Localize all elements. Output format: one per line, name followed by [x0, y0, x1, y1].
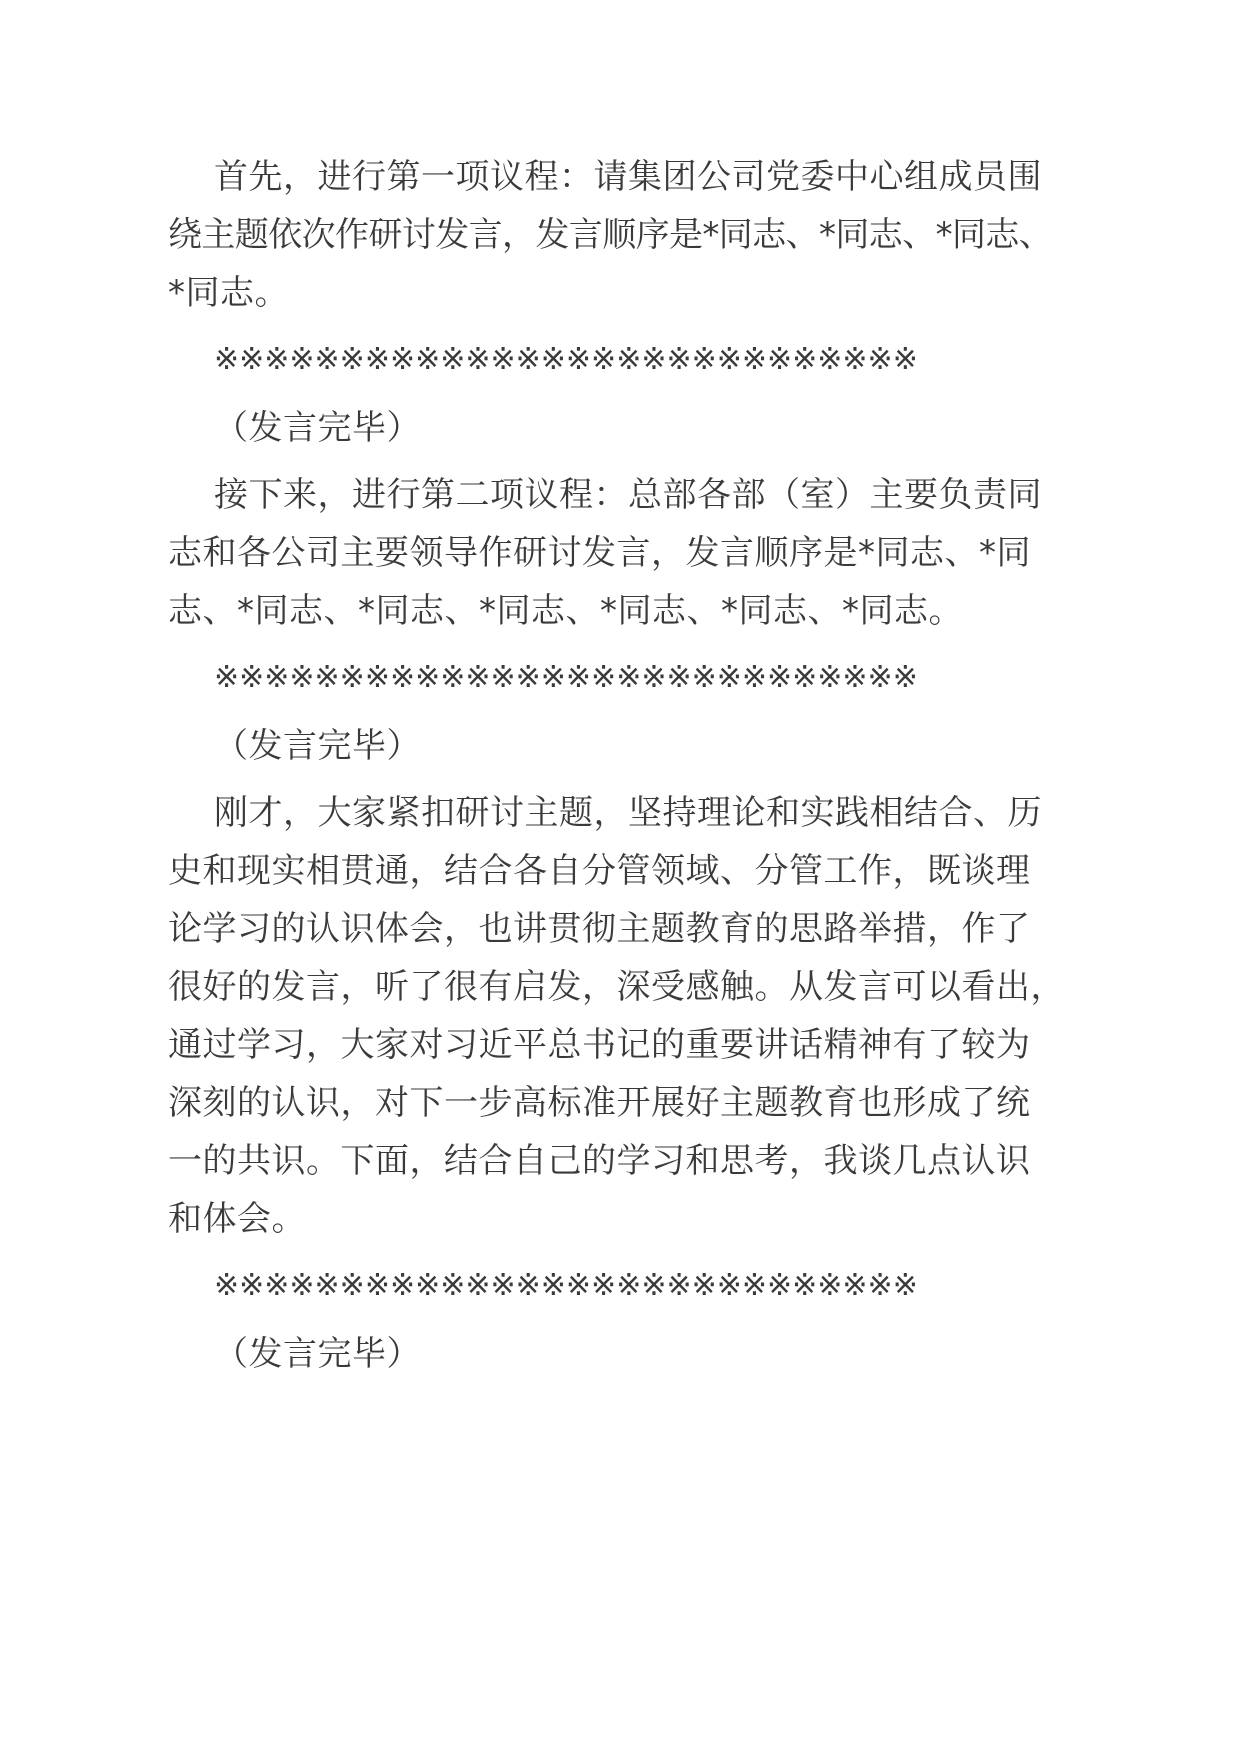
paragraph-3-line-7: 一的共识。下面，结合自己的学习和思考，我谈几点认识 — [168, 1141, 1031, 1181]
paragraph-1-line-1: 首先，进行第一项议程：请集团公司党委中心组成员围 — [214, 157, 1042, 197]
separator-3: ※※※※※※※※※※※※※※※※※※※※※※※※※※※※ — [214, 1268, 918, 1303]
speech-finished-note-3: （发言完毕） — [214, 1334, 421, 1374]
separator-1: ※※※※※※※※※※※※※※※※※※※※※※※※※※※※ — [214, 342, 918, 377]
paragraph-3-line-8: 和体会。 — [168, 1199, 306, 1239]
paragraph-3-line-6: 深刻的认识，对下一步高标准开展好主题教育也形成了统 — [168, 1083, 1031, 1123]
separator-2: ※※※※※※※※※※※※※※※※※※※※※※※※※※※※ — [214, 660, 918, 695]
speech-finished-note-1: （发言完毕） — [214, 408, 421, 448]
paragraph-1-line-3: *同志。 — [168, 273, 289, 313]
paragraph-2-line-1: 接下来，进行第二项议程：总部各部（室）主要负责同 — [214, 475, 1042, 515]
paragraph-3-line-5: 通过学习，大家对习近平总书记的重要讲话精神有了较为 — [168, 1025, 1031, 1065]
paragraph-3-line-3: 论学习的认识体会，也讲贯彻主题教育的思路举措，作了 — [168, 909, 1031, 949]
paragraph-2-line-2: 志和各公司主要领导作研讨发言，发言顺序是*同志、*同 — [168, 533, 1031, 573]
paragraph-2-line-3: 志、*同志、*同志、*同志、*同志、*同志、*同志。 — [168, 591, 963, 631]
paragraph-3-line-4: 很好的发言，听了很有启发，深受感触。从发言可以看出， — [168, 967, 1065, 1007]
paragraph-3-line-1: 刚才，大家紧扣研讨主题，坚持理论和实践相结合、历 — [214, 793, 1042, 833]
paragraph-3-line-2: 史和现实相贯通，结合各自分管领域、分管工作，既谈理 — [168, 851, 1031, 891]
paragraph-1-line-2: 绕主题依次作研讨发言，发言顺序是*同志、*同志、*同志、 — [168, 215, 1053, 255]
speech-finished-note-2: （发言完毕） — [214, 726, 421, 766]
